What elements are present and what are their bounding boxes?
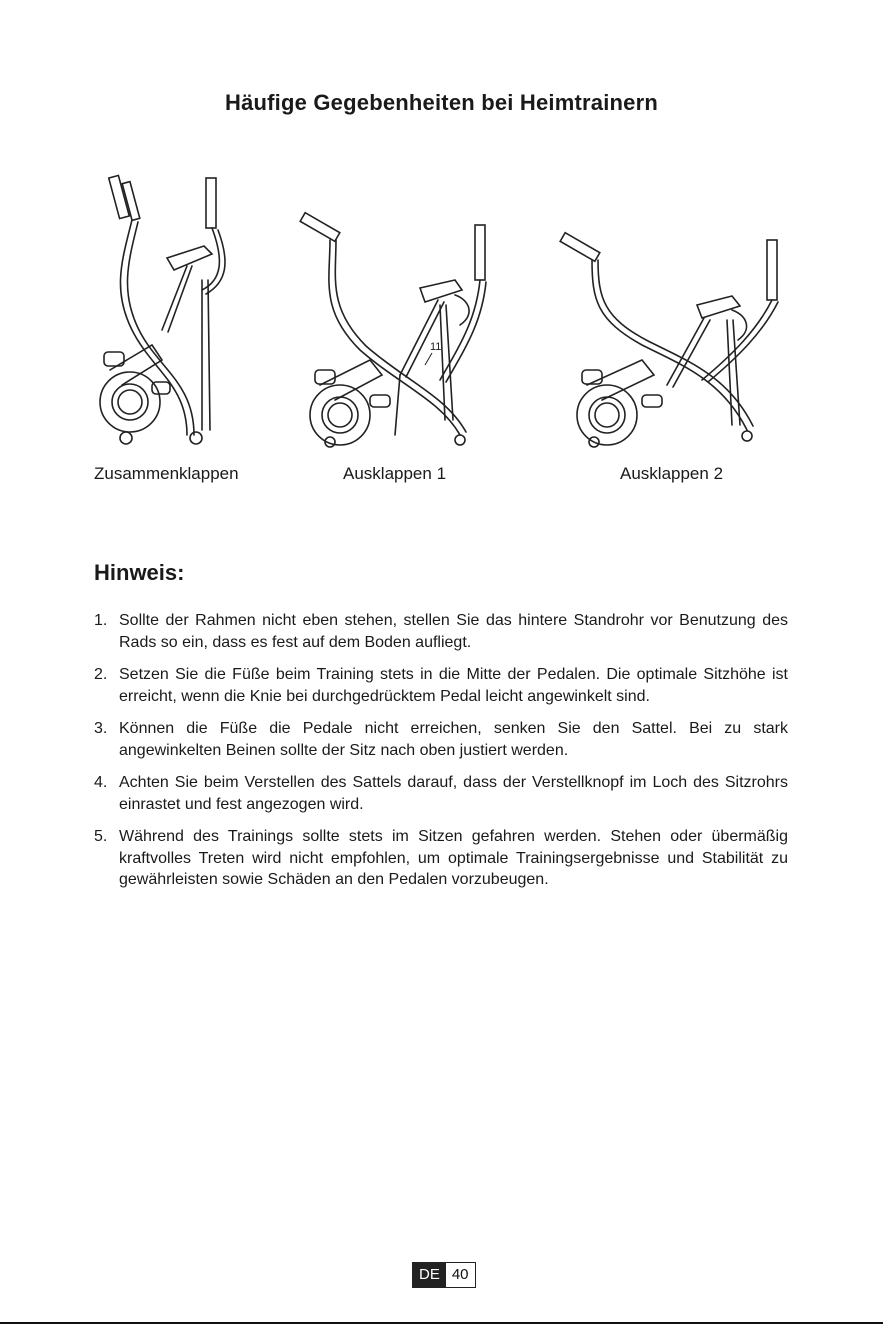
- figure-unfold-stage-1: [290, 170, 500, 455]
- note-number: 1.: [94, 612, 108, 629]
- notes-list: [94, 610, 788, 902]
- folded-bike-illustration: [92, 170, 272, 455]
- note-text: Können die Füße die Pedale nicht erreichen, senken Sie den Sattel. Bei zu stark angewinkelten Beinen sollte der Sitz nach oben justiert werden.: [119, 720, 788, 759]
- note-number: 2.: [94, 666, 108, 683]
- note-item-3: [94, 718, 788, 761]
- unfold-stage-2-illustration: [552, 170, 792, 455]
- caption-folded: Zusammenklappen: [94, 464, 239, 483]
- caption-unfold-1: Ausklappen 1: [343, 464, 447, 483]
- note-text: Achten Sie beim Verstellen des Sattels darauf, dass der Verstellknopf im Loch des Sitzrohrs einrastet und fest angezogen wird.: [119, 774, 788, 813]
- note-text: Setzen Sie die Füße beim Training stets in die Mitte der Pedalen. Die optimale Sitzhöhe ist erreicht, wenn die Knie bei durchgedrücktem Pedal leicht angewinkelt sind.: [119, 666, 788, 705]
- note-number: 4.: [94, 774, 108, 791]
- note-number: 3.: [94, 720, 108, 737]
- page-footer: [412, 1262, 476, 1288]
- notes-heading: Hinweis:: [94, 560, 185, 585]
- figure-folded-bike: [92, 170, 272, 455]
- note-item-4: [94, 772, 788, 815]
- note-text: Während des Trainings sollte stets im Sitzen gefahren werden. Stehen oder übermäßig kraftvolles Treten wird nicht empfohlen, um optimale Trainingsergebnisse und Stabilität zu gewährleisten sowie Schäden an den Pedalen vorzubeugen.: [119, 828, 788, 888]
- note-number: 5.: [94, 828, 108, 845]
- caption-unfold-2: Ausklappen 2: [620, 464, 724, 483]
- note-text: Sollte der Rahmen nicht eben stehen, stellen Sie das hintere Standrohr vor Benutzung des Rads so ein, dass es fest auf dem Boden aufliegt.: [119, 612, 788, 651]
- page-number: 40: [446, 1263, 475, 1287]
- note-item-1: [94, 610, 788, 653]
- unfold-stage-1-illustration: [290, 170, 500, 455]
- note-item-2: [94, 664, 788, 707]
- callout-number: 11: [430, 341, 442, 353]
- page-title: Häufige Gegebenheiten bei Heimtrainern: [224, 90, 659, 115]
- language-badge: DE: [413, 1263, 446, 1287]
- figure-unfold-stage-2: [552, 170, 792, 455]
- note-item-5: [94, 826, 788, 891]
